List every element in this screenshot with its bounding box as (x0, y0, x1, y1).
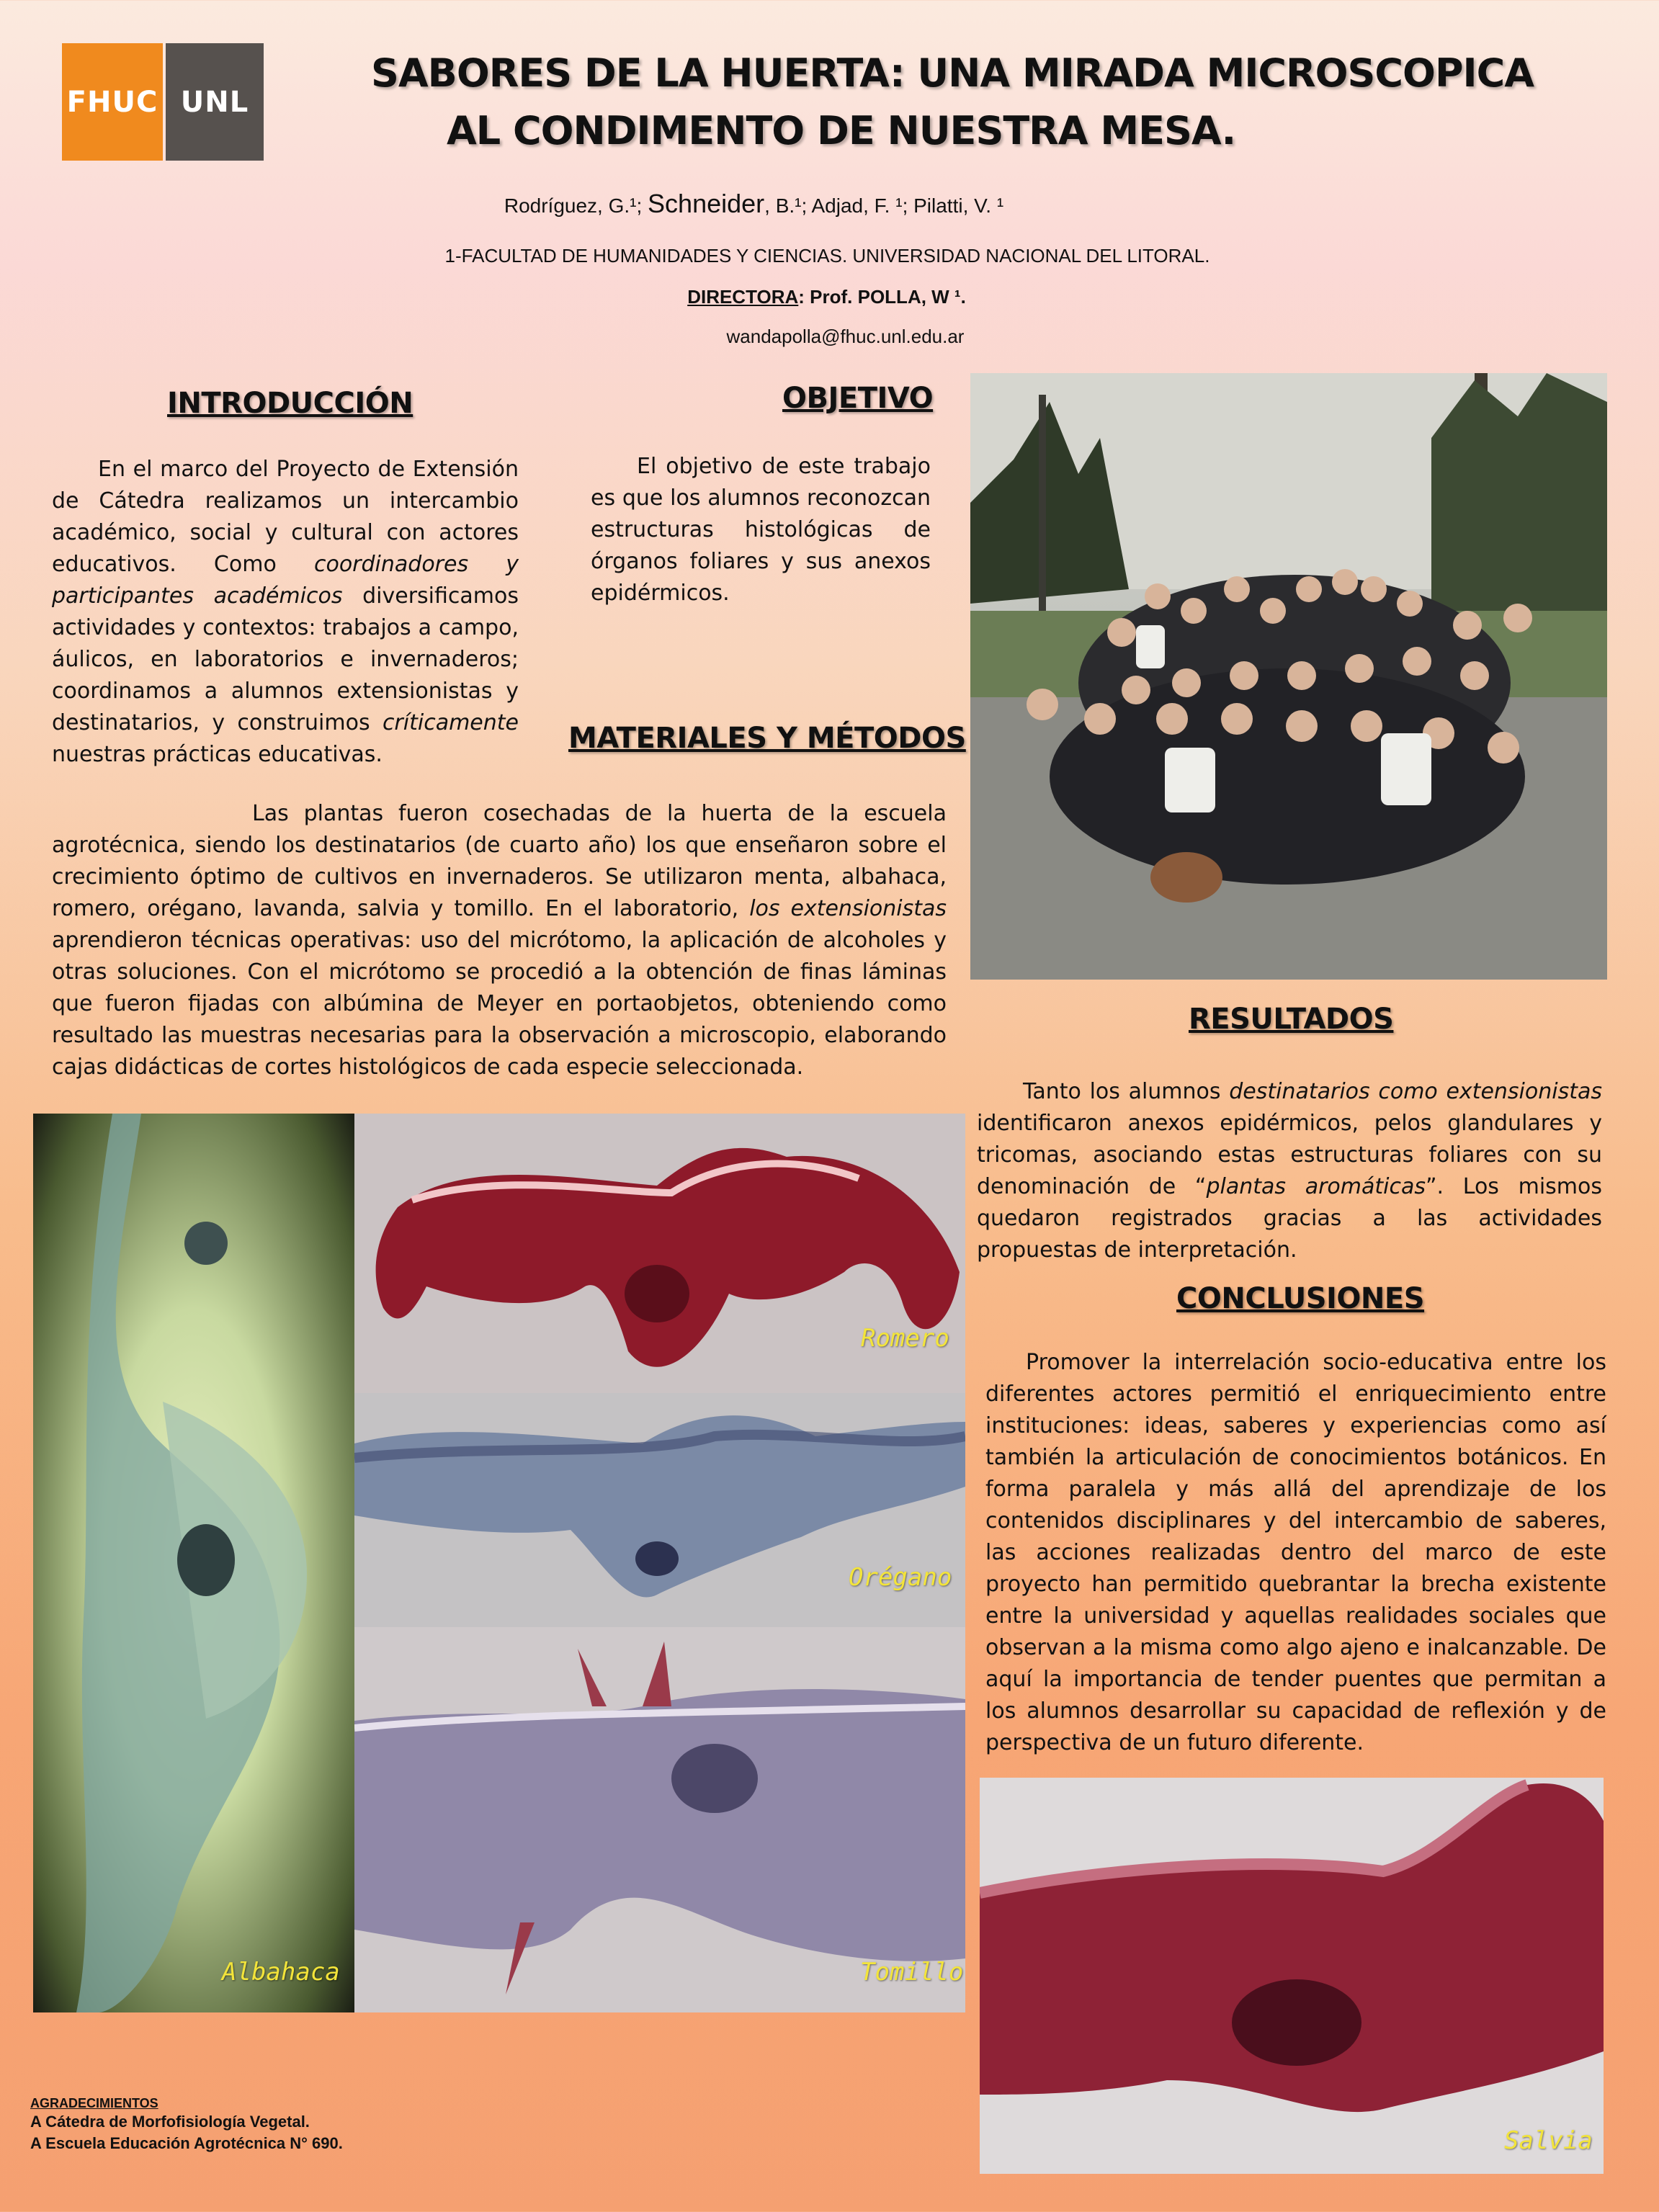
agradecimientos-heading: AGRADECIMIENTOS (30, 2096, 158, 2110)
unl-logo-text: UNL (180, 85, 249, 119)
materiales-text-2: los extensionistas (749, 896, 947, 921)
caption-romero: Romero (861, 1324, 949, 1353)
poster-title-line1: SABORES DE LA HUERTA: UNA MIRADA MICROSCOPICA (371, 50, 1534, 96)
objetivo-text: El objetivo de este trabajo es que los alumnos reconozcan estructuras histológicas de órganos foliares y sus anexos epidérmicos. (591, 454, 931, 606)
introduccion-text-2: coordinadores y participantes académicos (52, 552, 519, 609)
introduccion-text-1: En el marco del Proyecto de Extensión de Cátedra realizamos un intercambio académico, social y cultural con actores educativos. Como (52, 457, 519, 577)
micrograph-salvia (980, 1778, 1604, 2174)
unl-logo (166, 43, 264, 161)
materiales-text-1: Las plantas fueron cosechadas de la huerta de la escuela agrotécnica, siendo los destinatarios (de cuarto año) los que enseñaron sobre el crecimiento óptimo de cultivos en invernaderos. Se utilizaron menta, albahaca, romero, orégano, lavanda, salvia y tomillo. En el laboratorio, (52, 801, 947, 921)
materiales-text-3: aprendieron técnicas operativas: uso del micrótomo, la aplicación de alcoholes y otras soluciones. Con el micrótomo se procedió a la obtención de finas láminas que fueron fijadas con albúmina de Meyer en portaobjetos, obteniendo como resultado las muestras necesarias para la observación a microscopio, elaborando cajas didácticas de cortes histológicos de cada especie seleccionada. (52, 928, 947, 1080)
group-photo (970, 373, 1607, 980)
introduccion-heading: INTRODUCCIÓN (167, 387, 413, 420)
salvia-illustration (980, 1778, 1604, 2174)
resultados-text-4: plantas aromáticas (1206, 1174, 1426, 1199)
agradecimientos-line2: A Escuela Educación Agrotécnica N° 690. (30, 2134, 343, 2152)
resultados-text-1: Tanto los alumnos (1023, 1079, 1230, 1104)
introduccion-text-4: críticamente (382, 710, 519, 735)
micrograph-tomillo (354, 1627, 965, 2012)
resultados-text-5: ”. Los mismos quedaron registrados gracias a las actividades propuestas de interpretación. (977, 1174, 1603, 1263)
caption-oregano: Orégano (849, 1563, 952, 1592)
oregano-illustration (354, 1393, 965, 1627)
conclusiones-heading: CONCLUSIONES (1176, 1282, 1425, 1315)
authors-line (0, 189, 1583, 219)
caption-salvia: Salvia (1504, 2126, 1593, 2155)
resultados-text-3: identificaron anexos epidérmicos, pelos glandulares y tricomas, asociando estas estructuras foliares con su denominación de “ (977, 1111, 1602, 1199)
agradecimientos-line1: A Cátedra de Morfofisiología Vegetal. (30, 2113, 310, 2131)
albahaca-illustration (33, 1114, 354, 2012)
materiales-text (52, 798, 947, 1083)
director-label: DIRECTORA (687, 286, 799, 308)
authors-part1: Rodríguez, G.¹; (504, 194, 648, 217)
director-line (0, 286, 1656, 308)
poster-title-line2: AL CONDIMENTO DE NUESTRA MESA. (447, 108, 1236, 153)
group-photo-illustration (970, 373, 1607, 980)
introduccion-text-3: diversificamos actividades y contextos: trabajos a campo, áulicos, en laboratorios e invernaderos; coordinamos a alumnos extensionistas y destinatarios, y construimos (52, 583, 519, 735)
introduccion-text (52, 454, 519, 771)
resultados-text-2: destinatarios como extensionistas (1229, 1079, 1602, 1104)
fhuc-logo-text: FHUC (66, 85, 158, 119)
introduccion-text-5: nuestras prácticas educativas. (52, 742, 383, 767)
caption-tomillo: Tomillo (860, 1958, 964, 1987)
caption-albahaca: Albahaca (222, 1958, 340, 1987)
micrograph-albahaca (33, 1114, 354, 2012)
resultados-heading: RESULTADOS (1189, 1003, 1394, 1036)
tomillo-illustration (354, 1627, 965, 2012)
authors-part3: , B.¹; Adjad, F. ¹; Pilatti, V. ¹ (764, 194, 1004, 217)
resultados-text (977, 1076, 1602, 1266)
fhuc-logo (62, 43, 163, 161)
director-name: : Prof. POLLA, W ¹. (798, 286, 966, 308)
conclusiones-text: Promover la interrelación socio-educativa entre los diferentes actores permitió el enriquecimiento entre instituciones: ideas, saberes y experiencias como así también la articulación de conocimientos botánicos. En forma paralela y más allá del aprendizaje de los contenidos disciplinares y del intercambio de saberes, las acciones realizadas dentro del marco de este proyecto han permitido quebrantar la brecha existente entre la universidad y aquellas realidades sociales que observan a la misma como algo ajeno e inalcanzable. De aquí la importancia de tender puentes que permitan a los alumnos desarrollar su capacidad de reflexión y de perspectiva de un futuro diferente. (985, 1350, 1606, 1755)
materiales-heading: MATERIALES Y MÉTODOS (568, 722, 966, 755)
authors-highlight: Schneider (648, 189, 765, 218)
affiliation: 1-FACULTAD DE HUMANIDADES Y CIENCIAS. UNIVERSIDAD NACIONAL DEL LITORAL. (444, 245, 1210, 267)
objetivo-heading: OBJETIVO (782, 382, 934, 415)
contact-email[interactable]: wandapolla@fhuc.unl.edu.ar (726, 326, 965, 347)
micrograph-oregano (354, 1393, 965, 1627)
